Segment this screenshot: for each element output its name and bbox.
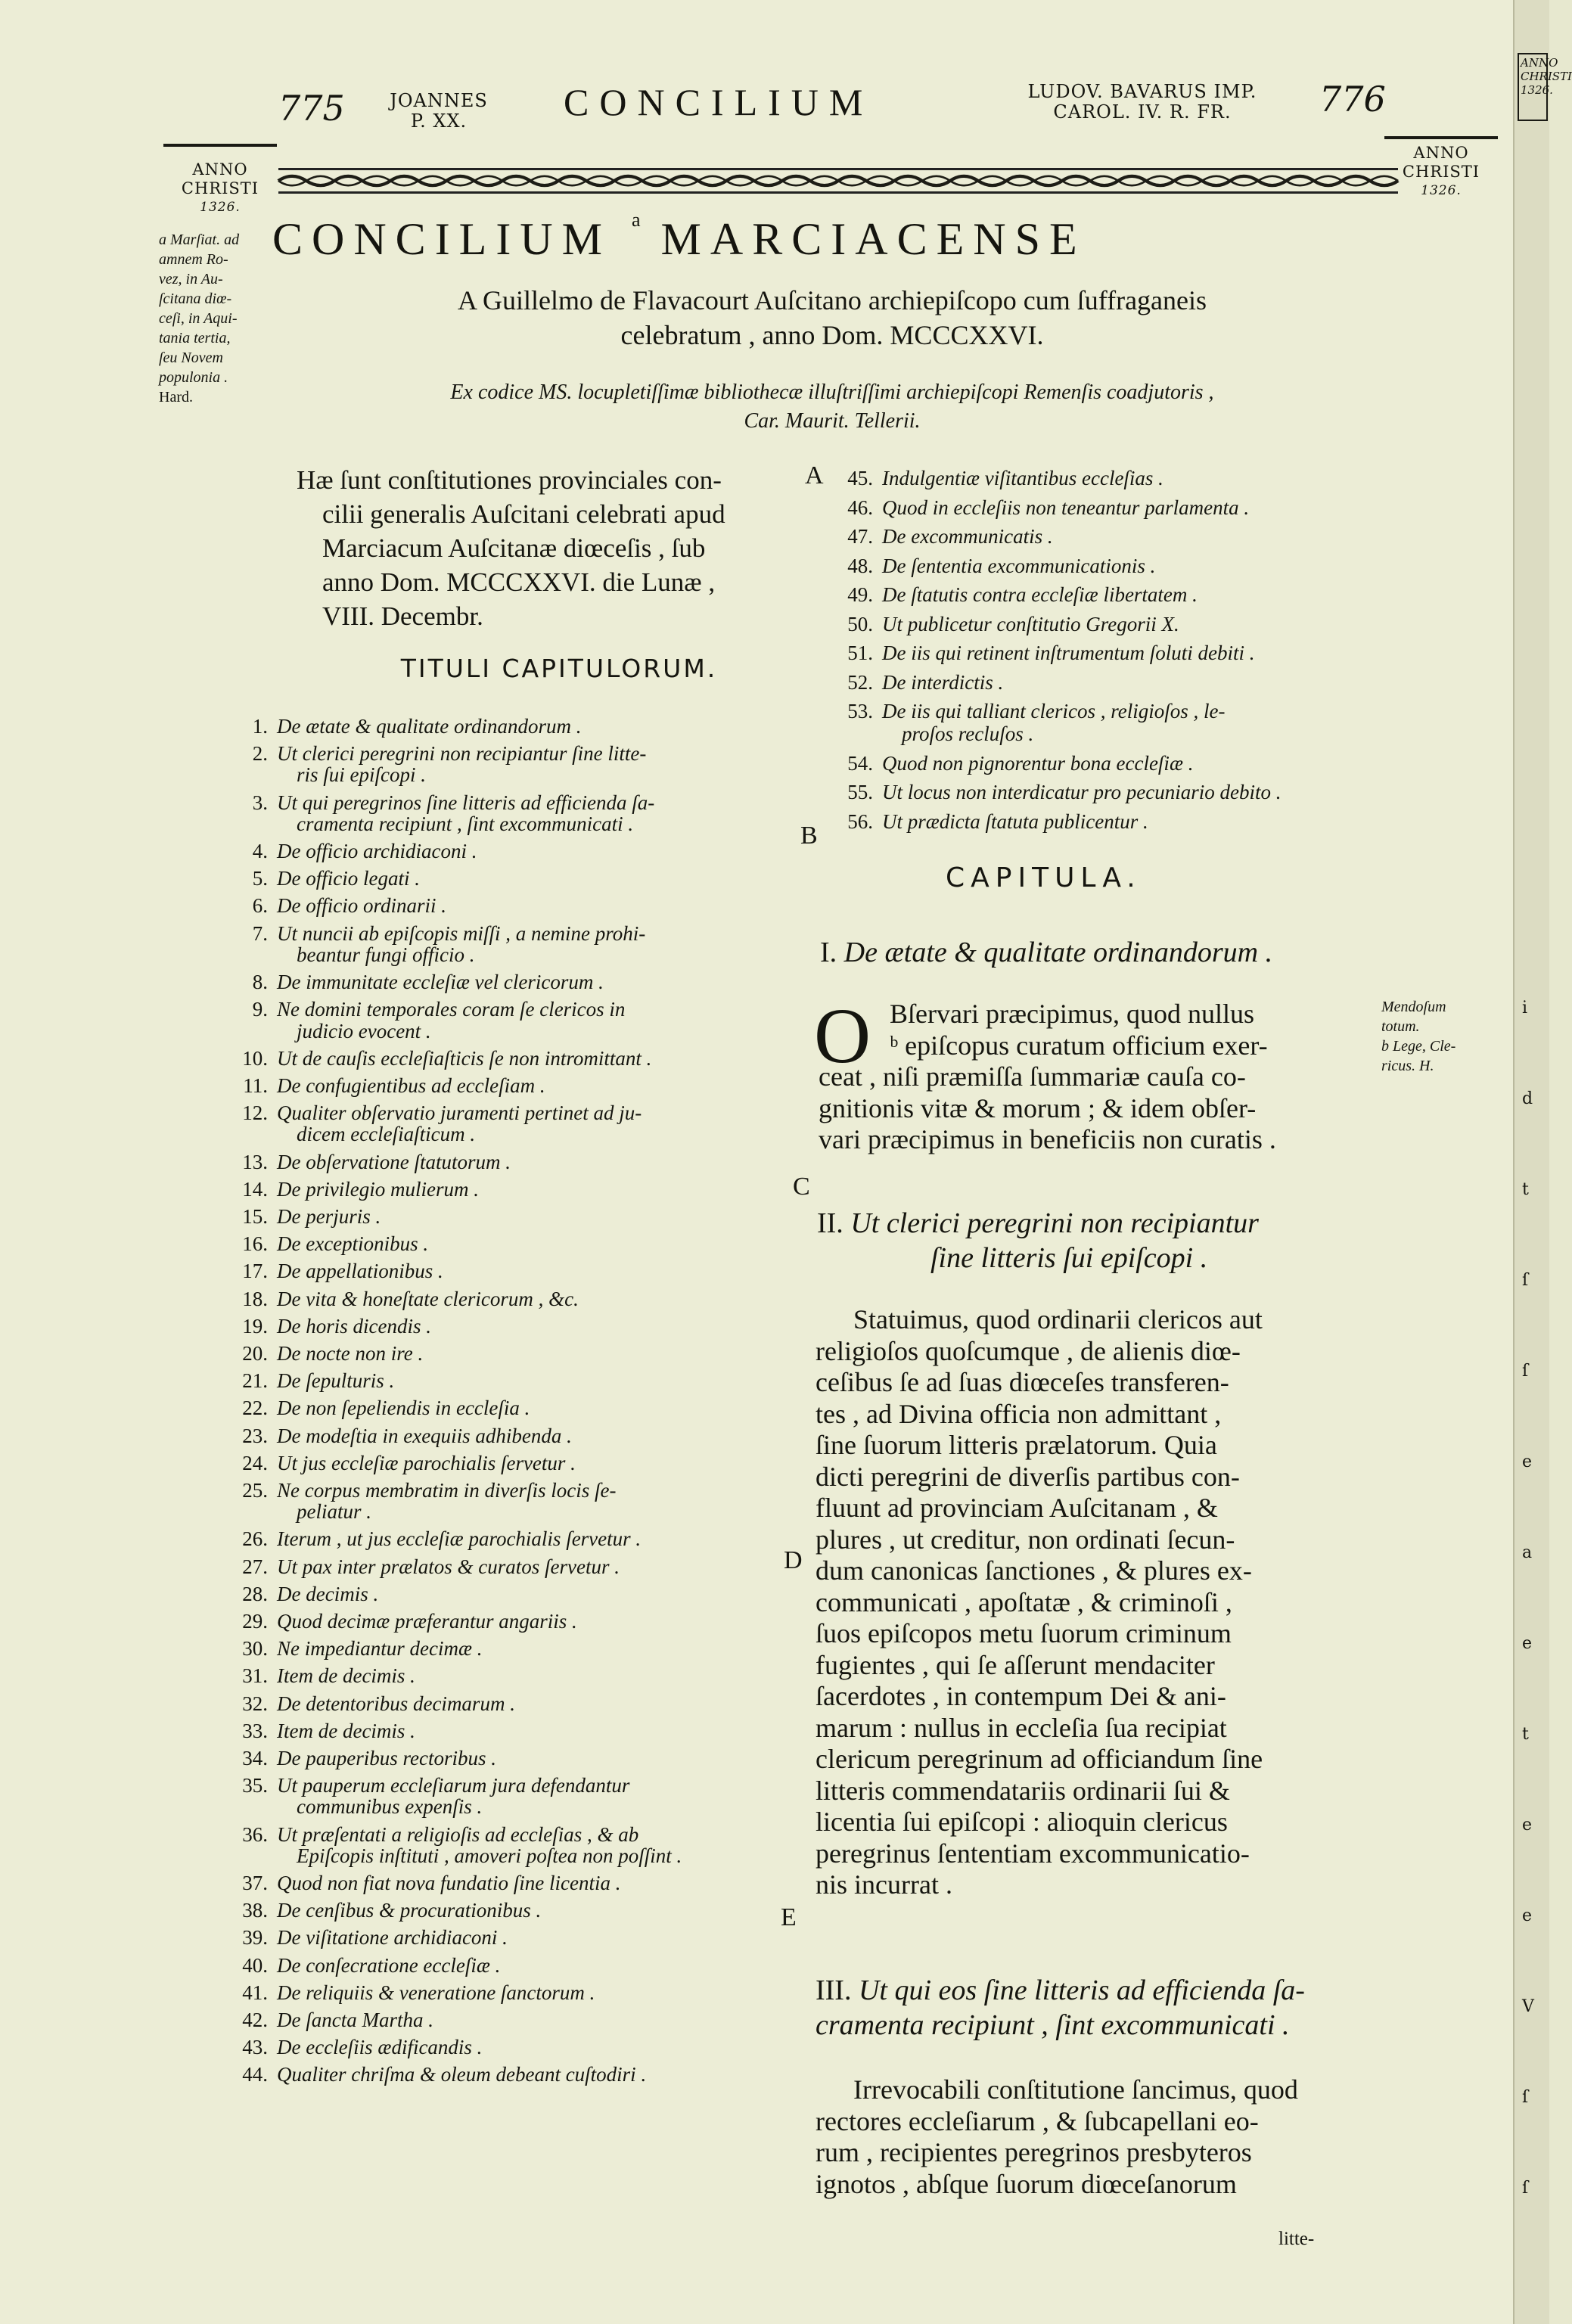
edge-line: CHRISTI — [1521, 70, 1572, 83]
ornament-band — [278, 168, 1398, 194]
toc-number: 53. — [847, 700, 873, 722]
toc-number: 2. — [252, 742, 268, 766]
toc-number: 42. — [242, 2009, 268, 2032]
subtitle — [333, 283, 1331, 353]
anno-line: ANNO — [1413, 144, 1469, 162]
toc-title: De vita & honeſtate clericorum , &c. — [277, 1287, 579, 1310]
edge-line: 1326. — [1521, 83, 1553, 97]
margin-line: a Marſiat. ad — [159, 231, 240, 248]
rule-right — [1384, 136, 1498, 139]
toc-title: Item de decimis . — [277, 1719, 415, 1742]
chapter-3-heading — [816, 1973, 1305, 2043]
toc-number: 33. — [242, 1719, 268, 1742]
toc-title: De ſepulturis . — [277, 1369, 395, 1393]
intro-line: anno Dom. MCCCXXVI. die Lunæ , — [322, 567, 716, 597]
toc-number: 17. — [242, 1260, 268, 1283]
intro-line: Hæ ſunt conſtitutiones provinciales con- — [297, 465, 722, 495]
text-line: communicati , apoſtatæ , & criminoſi , — [816, 1586, 1232, 1617]
edge-character: e — [1522, 1634, 1533, 1653]
toc-title: De cenſibus & procurationibus . — [277, 1899, 542, 1922]
margin-line: Hard. — [159, 389, 193, 405]
toc-right-column — [803, 466, 1424, 890]
subtitle-line: celebratum , anno Dom. MCCCXXVI. — [620, 320, 1044, 350]
toc-title: De pauperibus rectoribus . — [277, 1747, 496, 1770]
text-line: ſuos epiſcopos metu ſuorum criminum — [816, 1618, 1232, 1648]
text-line: rectores eccleſiarum , & ſubcapellani eo- — [816, 2105, 1259, 2136]
title-word-marciacense: MARCIACENSE — [660, 214, 1086, 264]
chapter-number: I. — [820, 937, 837, 968]
capitula-heading: CAPITULA. — [946, 862, 1142, 893]
toc-number: 35. — [242, 1774, 268, 1797]
intro-line: cilii generalis Auſcitani celebrati apud — [322, 499, 725, 529]
toc-title: Ut de cauſis eccleſiaſticis ſe non intromittant . — [277, 1046, 652, 1070]
toc-number: 23. — [242, 1424, 268, 1447]
toc-title: De modeſtia in exequiis adhibenda . — [277, 1424, 572, 1447]
toc-number: 50. — [847, 612, 873, 635]
toc-number: 28. — [242, 1582, 268, 1605]
text-line: peregrinus ſententiam excommunicatio- — [816, 1838, 1250, 1869]
toc-title: Ut præſentati a religioſis ad eccleſias , & ab — [277, 1822, 639, 1846]
chapter-2-body — [816, 1304, 1406, 1901]
runner-line: JOANNES — [390, 90, 488, 111]
toc-title: De nocte non ire . — [277, 1341, 424, 1365]
section-letter-e: E — [781, 1903, 797, 1931]
toc-number: 51. — [847, 642, 873, 664]
title-word-concilium: CONCILIUM — [272, 214, 611, 264]
toc-title: De interdictis . — [882, 670, 1004, 694]
toc-number: 44. — [242, 2063, 268, 2086]
toc-title-continued: Epiſcopis inſtituti , amoveri poſtea non poſſint . — [297, 1844, 682, 1867]
catchword: litte- — [1278, 2229, 1315, 2249]
toc-title: Ne impediantur decimæ . — [277, 1637, 483, 1661]
chapter-title: Ut clerici peregrini non recipiantur — [850, 1207, 1259, 1239]
toc-number: 3. — [252, 791, 268, 814]
text-line: religioſos quoſcumque , de alienis diœ- — [816, 1335, 1241, 1366]
toc-title: Quod decimæ præferantur angariis . — [277, 1610, 577, 1633]
toc-number: 32. — [242, 1692, 268, 1715]
text-line: ceat , niſi præmiſſa ſummariæ cauſa co- — [819, 1061, 1246, 1092]
toc-number: 13. — [242, 1150, 268, 1173]
margin-note-left — [159, 230, 280, 407]
toc-number: 56. — [847, 809, 873, 833]
toc-title: De ſententia excommunicationis . — [882, 554, 1156, 577]
text-line: clericum peregrinum ad officiandum ſine — [816, 1744, 1263, 1774]
toc-number: 31. — [242, 1664, 268, 1688]
toc-title-continued: judicio evocent . — [297, 1019, 431, 1042]
toc-title: Qualiter chriſma & oleum debeant cuſtodiri . — [277, 2063, 647, 2086]
text-line: ceſibus ſe ad ſuas diœceſes transferen- — [816, 1367, 1229, 1397]
toc-title: De officio ordinarii . — [277, 894, 446, 918]
toc-title: De privilegio mulierum . — [277, 1177, 479, 1201]
edge-character: t — [1522, 1725, 1529, 1744]
margin-line: ricus. H. — [1381, 1058, 1434, 1074]
toc-title: De exceptionibus . — [277, 1232, 429, 1256]
toc-title: Ut jus eccleſiæ parochialis ſervetur . — [277, 1451, 576, 1474]
toc-title: Ne corpus membratim in diverſis locis ſe- — [277, 1478, 617, 1502]
toc-title: De decimis . — [277, 1582, 379, 1605]
left-running-head — [382, 91, 496, 132]
toc-title: De eccleſiis ædificandis . — [277, 2036, 483, 2059]
toc-number: 6. — [252, 894, 268, 918]
toc-number: 11. — [243, 1073, 268, 1097]
toc-number: 29. — [242, 1610, 268, 1633]
toc-number: 5. — [252, 867, 268, 890]
edge-character: t — [1522, 1180, 1529, 1199]
text-line: licentia ſui epiſcopi : alioquin clericus — [816, 1807, 1228, 1837]
toc-title: De officio archidiaconi . — [277, 840, 477, 863]
toc-title: Ut qui peregrinos ſine litteris ad efficienda ſa- — [277, 791, 655, 814]
text-line: dum canonicas ſanctiones , & plures ex- — [816, 1555, 1252, 1586]
toc-number: 43. — [242, 2036, 268, 2059]
chapter-title: ſine litteris ſui epiſcopi . — [930, 1242, 1208, 1274]
toc-title-continued: beantur fungi officio . — [297, 943, 475, 966]
toc-title: De immunitate eccleſiæ vel clericorum . — [277, 971, 604, 994]
toc-title: Indulgentiæ viſitantibus eccleſias . — [882, 467, 1163, 489]
toc-number: 45. — [847, 467, 873, 489]
chapter-number: II. — [817, 1207, 843, 1239]
toc-number: 54. — [847, 751, 873, 775]
toc-number: 55. — [847, 781, 873, 804]
toc-number: 27. — [242, 1555, 268, 1578]
margin-line: populonia . — [159, 369, 228, 386]
toc-number: 40. — [242, 1953, 268, 1977]
toc-title: Ut locus non interdicatur pro pecuniario debito . — [882, 781, 1282, 804]
running-title: CONCILIUM — [564, 81, 874, 123]
toc-left-column — [213, 714, 803, 2227]
toc-title: De ſtatutis contra eccleſiæ libertatem . — [882, 583, 1198, 606]
toc-title-continued: peliatur . — [297, 1500, 371, 1524]
margin-line: ſcitana diœ- — [159, 290, 232, 307]
intro-line: VIII. Decembr. — [322, 601, 483, 631]
toc-number: 39. — [242, 1926, 268, 1950]
toc-number: 16. — [242, 1232, 268, 1256]
anno-line: CHRISTI — [181, 179, 259, 197]
anno-christi-right — [1384, 144, 1498, 200]
toc-number: 37. — [242, 1872, 268, 1895]
text-line: Bſervari præcipimus, quod nullus — [890, 999, 1254, 1029]
edge-character: ſ — [1522, 2179, 1529, 2198]
right-page-number: 776 — [1319, 79, 1386, 120]
right-running-head — [1006, 82, 1278, 123]
edge-character: ſ — [1522, 1271, 1529, 1290]
margin-line: tania tertia, — [159, 330, 231, 346]
toc-title: De horis dicendis . — [277, 1314, 431, 1338]
toc-title: Ut clerici peregrini non recipiantur ſine litte- — [277, 742, 647, 766]
document-title — [272, 209, 1407, 266]
toc-number: 4. — [252, 840, 268, 863]
toc-title: De appellationibus . — [277, 1260, 443, 1283]
toc-number: 14. — [242, 1177, 268, 1201]
toc-number: 21. — [242, 1369, 268, 1393]
anno-line: 1326. — [1421, 183, 1462, 198]
text-line: vari præcipimus in beneficiis non curatis . — [819, 1124, 1276, 1154]
edge-line: ANNO — [1521, 56, 1558, 70]
text-line: ſine ſuorum litteris prælatorum. Quia — [816, 1430, 1217, 1460]
toc-title: De viſitatione archidiaconi . — [277, 1926, 508, 1950]
toc-title: Item de decimis . — [277, 1664, 415, 1688]
toc-title: De detentoribus decimarum . — [277, 1692, 515, 1715]
toc-number: 19. — [242, 1314, 268, 1338]
drop-cap: O — [814, 993, 871, 1080]
toc-number: 49. — [847, 583, 873, 606]
toc-title: De perjuris . — [277, 1204, 381, 1228]
edge-character: i — [1522, 999, 1528, 1018]
text-line: marum : nullus in eccleſia ſua recipiat — [816, 1712, 1227, 1743]
toc-number: 30. — [242, 1637, 268, 1661]
toc-number: 8. — [252, 971, 268, 994]
toc-title: De officio legati . — [277, 867, 420, 890]
tituli-heading: TITULI CAPITULORUM. — [400, 654, 718, 683]
toc-title: De iis qui retinent inſtrumentum ſoluti debiti . — [882, 642, 1255, 664]
text-line: fluunt ad provinciam Auſcitanam , & — [816, 1493, 1218, 1523]
intro-line: Marciacum Auſcitanæ diœceſis , ſub — [322, 533, 706, 563]
margin-line: vez, in Au- — [159, 271, 223, 287]
chapter-3-body — [816, 2074, 1406, 2200]
edge-character: e — [1522, 1452, 1533, 1471]
chapter-title: Ut qui eos ſine litteris ad efficienda ſa- — [858, 1974, 1305, 2006]
section-letter-d: D — [784, 1546, 803, 1574]
toc-title-continued: cramenta recipiunt , ſint excommunicati . — [297, 812, 634, 835]
toc-title: Iterum , ut jus eccleſiæ parochialis ſervetur . — [277, 1527, 642, 1551]
text-line: ſacerdotes , in contempum Dei & ani- — [816, 1681, 1226, 1711]
toc-title-continued: proſos recluſos . — [902, 722, 1034, 746]
toc-title: De ſancta Martha . — [277, 2009, 433, 2032]
toc-number: 46. — [847, 496, 873, 519]
section-letter-c: C — [793, 1173, 810, 1201]
toc-title: De non ſepeliendis in eccleſia . — [277, 1397, 530, 1420]
chapter-1-opening — [890, 999, 1412, 1061]
source-line: Car. Maurit. Tellerii. — [744, 409, 921, 433]
toc-number: 36. — [242, 1822, 268, 1846]
text-line: litteris commendatariis ordinarii ſui & — [816, 1775, 1230, 1806]
toc-number: 18. — [242, 1287, 268, 1310]
intro-paragraph — [297, 463, 803, 633]
toc-title: De ætate & qualitate ordinandorum . — [277, 715, 582, 738]
left-page-number: 775 — [278, 88, 345, 129]
edge-character: V — [1522, 1997, 1534, 2016]
toc-title: Quod non fiat nova fundatio ſine licentia . — [277, 1872, 621, 1895]
margin-line: Mendoſum — [1381, 999, 1446, 1015]
edge-character: e — [1522, 1906, 1533, 1925]
toc-number: 52. — [847, 670, 873, 694]
text-line: Irrevocabili conſtitutione ſancimus, quod — [853, 2074, 1298, 2105]
edge-character: ſ — [1522, 1362, 1529, 1381]
margin-line: ceſi, in Aqui- — [159, 310, 238, 327]
toc-number: 20. — [242, 1341, 268, 1365]
section-letter-a: A — [805, 461, 824, 489]
toc-number: 7. — [252, 921, 268, 945]
anno-line: 1326. — [200, 200, 241, 215]
toc-title: De conſecratione eccleſiæ . — [277, 1953, 501, 1977]
anno-line: ANNO — [192, 160, 248, 179]
anno-christi-left — [163, 160, 277, 217]
anno-line: CHRISTI — [1402, 163, 1480, 181]
toc-number: 1. — [252, 715, 268, 738]
section-letter-b: B — [800, 822, 818, 850]
toc-title-continued: ris ſui epiſcopi . — [297, 763, 426, 787]
text-line: ᵇ epiſcopus curatum officium exer- — [890, 1030, 1268, 1061]
margin-line: b Lege, Cle- — [1381, 1038, 1456, 1055]
toc-title: Qualiter obſervatio juramenti pertinet ad ju- — [277, 1101, 642, 1125]
toc-title: De excommunicatis . — [882, 525, 1053, 548]
toc-title: Ne domini temporales coram ſe clericos in — [277, 998, 626, 1021]
toc-title: Ut pauperum eccleſiarum jura defendantur — [277, 1774, 630, 1797]
text-line: gnitionis vitæ & morum ; & idem obſer- — [819, 1092, 1257, 1123]
toc-number: 26. — [242, 1527, 268, 1551]
toc-title: De confugientibus ad eccleſiam . — [277, 1073, 545, 1097]
text-line: dicti peregrini de diverſis partibus con- — [816, 1461, 1240, 1492]
runner-line: LUDOV. BAVARUS IMP. — [1027, 81, 1257, 102]
toc-number: 15. — [242, 1204, 268, 1228]
toc-title-continued: dicem eccleſiaſticum . — [297, 1123, 476, 1146]
text-line: plures , ut creditur, non ordinati ſecun- — [816, 1524, 1235, 1555]
source-note — [333, 378, 1331, 436]
toc-title: Ut prædicta ſtatuta publicentur . — [882, 809, 1148, 833]
text-line: fugientes , qui ſe aſſerunt mendaciter — [816, 1649, 1215, 1680]
toc-title: De iis qui talliant clericos , religioſos , le- — [882, 700, 1226, 722]
text-line: rum , recipientes peregrinos presbyteros — [816, 2137, 1252, 2167]
chapter-1-body — [819, 1061, 1416, 1156]
edge-character: a — [1522, 1543, 1533, 1562]
toc-number: 22. — [242, 1397, 268, 1420]
text-line: ignotos , abſque ſuorum diœceſanorum — [816, 2168, 1237, 2199]
toc-title-continued: communibus expenſis . — [297, 1795, 483, 1819]
facing-anno-box — [1518, 53, 1572, 121]
runner-line: P. XX. — [410, 110, 468, 132]
chapter-1-heading — [820, 935, 1272, 970]
toc-number: 10. — [242, 1046, 268, 1070]
toc-number: 48. — [847, 554, 873, 577]
toc-number: 34. — [242, 1747, 268, 1770]
toc-number: 47. — [847, 525, 873, 548]
facing-page-edge — [1513, 0, 1572, 2324]
toc-number: 41. — [242, 1981, 268, 2004]
chapter-title: cramenta recipiunt , ſint excommunicati . — [816, 2009, 1290, 2041]
toc-number: 24. — [242, 1451, 268, 1474]
runner-line: CAROL. IV. R. FR. — [1053, 101, 1232, 123]
chapter-2-heading — [817, 1206, 1259, 1275]
toc-number: 25. — [242, 1478, 268, 1502]
toc-title: De reliquiis & veneratione ſanctorum . — [277, 1981, 595, 2004]
toc-number: 12. — [242, 1101, 268, 1125]
toc-title: De obſervatione ſtatutorum . — [277, 1150, 511, 1173]
toc-title: Ut nuncii ab epiſcopis miſſi , a nemine prohi- — [277, 921, 646, 945]
toc-title: Ut pax inter prælatos & curatos ſervetur . — [277, 1555, 620, 1578]
text-line: nis incurrat . — [816, 1869, 952, 1900]
toc-title: Quod non pignorentur bona eccleſiæ . — [882, 751, 1194, 775]
toc-number: 38. — [242, 1899, 268, 1922]
text-line: tes , ad Divina officia non admittant , — [816, 1398, 1222, 1429]
toc-number: 9. — [252, 998, 268, 1021]
text-line: Statuimus, quod ordinarii clericos aut — [853, 1304, 1263, 1334]
chapter-title: De ætate & qualitate ordinandorum . — [843, 937, 1273, 968]
chapter-number: III. — [816, 1974, 852, 2006]
rule-left — [163, 144, 277, 147]
source-line: Ex codice MS. locupletiſſimæ bibliothecæ illuſtriſſimi archiepiſcopi Remenſis coadjutoris , — [450, 381, 1214, 404]
edge-character: e — [1522, 1816, 1533, 1835]
edge-character: ſ — [1522, 2088, 1529, 2107]
toc-title: Ut publicetur conſtitutio Gregorii X. — [882, 612, 1179, 635]
margin-line: totum. — [1381, 1018, 1420, 1035]
toc-title: Quod in eccleſiis non teneantur parlamenta . — [882, 496, 1250, 519]
subtitle-line: A Guillelmo de Flavacourt Auſcitano archiepiſcopo cum ſuffraganeis — [457, 285, 1207, 315]
margin-line: amnem Ro- — [159, 251, 228, 268]
footnote-mark-a: a — [632, 209, 641, 231]
margin-line: ſeu Novem — [159, 350, 223, 366]
edge-character: d — [1522, 1089, 1533, 1108]
